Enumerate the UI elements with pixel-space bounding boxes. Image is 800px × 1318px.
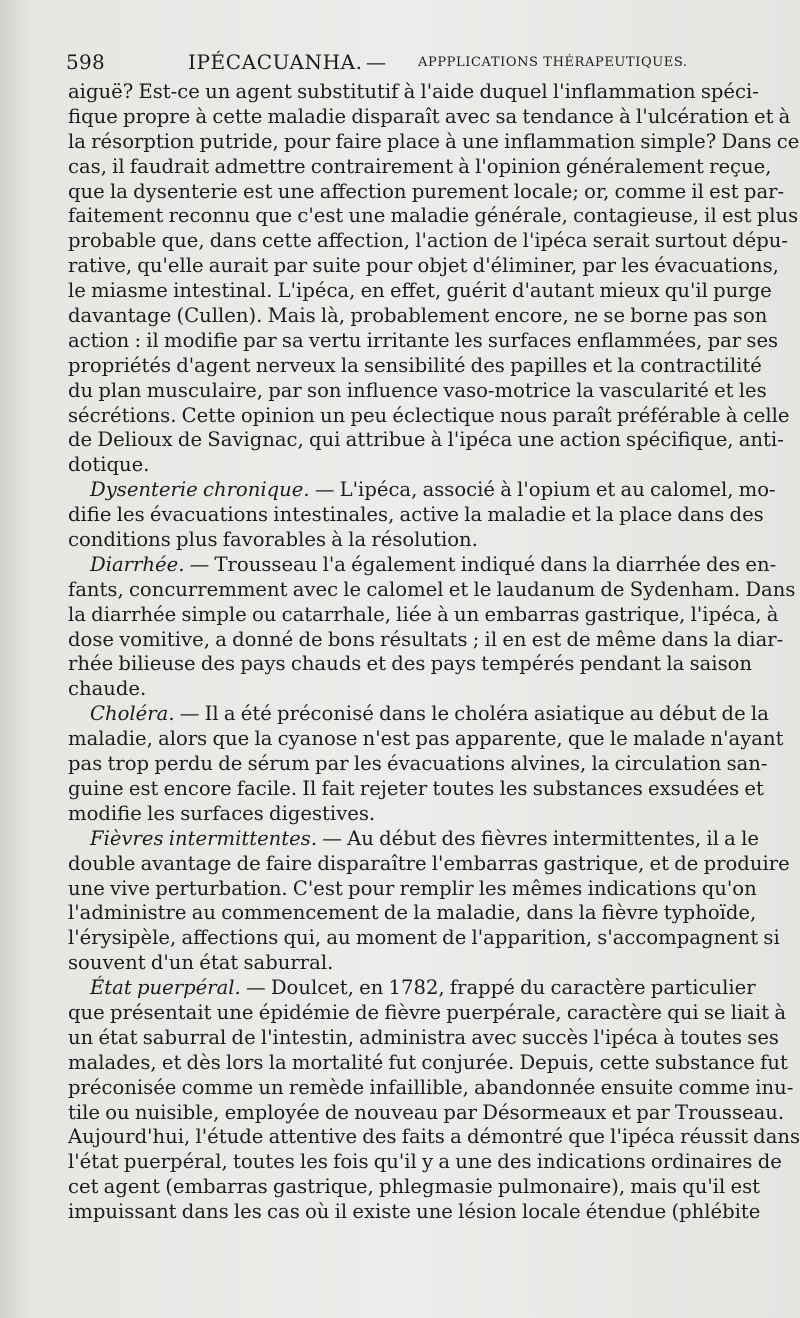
body-text [68, 80, 800, 1225]
text-line [68, 776, 764, 802]
page-number: 598 [66, 50, 106, 74]
text-line [68, 328, 779, 354]
line-text: — Il a été préconisé dans le choléra asiatique au début de la [174, 702, 769, 726]
line-text: la diarrhée simple ou catarrhale, liée à un embarras gastrique, l'ipéca, à [68, 602, 779, 626]
line-text: double avantage de faire disparaître l'embarras gastrique, et de produire [68, 851, 790, 875]
text-line [68, 901, 757, 926]
text-line [68, 1100, 785, 1126]
text-line [68, 353, 762, 379]
text-line [68, 503, 764, 528]
text-line [68, 951, 732, 976]
paragraph-heading: État puerpéral. [90, 976, 241, 1000]
line-text: malades, et dès lors la mortalité fut conjurée. Depuis, cette substance fut [68, 1050, 788, 1074]
line-text: aiguë? Est-ce un agent substitutif à l'aide duquel l'inflammation spéci- [68, 80, 759, 103]
text-line [68, 179, 785, 205]
text-line [68, 453, 732, 478]
line-text: une vive perturbation. C'est pour remplir les mêmes indications qu'on [68, 876, 757, 900]
line-text: un état saburral de l'intestin, administra avec succès l'ipéca à toutes ses [68, 1025, 779, 1049]
text-line [68, 926, 780, 951]
text-line [68, 528, 732, 553]
line-text: modifie les surfaces digestives. [68, 801, 376, 825]
text-line [68, 104, 791, 130]
line-text: cas, il faudrait admettre contrairement à l'opinion généralement reçue, [68, 154, 772, 178]
text-line [68, 229, 789, 254]
line-text: préconisée comme un remède infaillible, abandonnée ensuite comme inu- [68, 1075, 794, 1099]
line-text: conditions plus favorables à la résolution. [68, 528, 478, 552]
line-text: guine est encore facile. Il fait rejeter toutes les substances exsudées et [68, 776, 764, 800]
header-dash: — [366, 50, 387, 74]
text-line [68, 602, 779, 628]
line-text: l'administre au commencement de la maladie, dans la fièvre typhoïde, [68, 901, 757, 925]
book-title: IPÉCACUANHA. [188, 50, 363, 74]
line-text: l'état puerpéral, toutes les fois qu'il y a une des indications ordinaires de [68, 1150, 782, 1174]
line-text: cet agent (embarras gastrique, phlegmasie pulmonaire), mais qu'il est [68, 1175, 761, 1199]
line-text: — Doulcet, en 1782, frappé du caractère particulier [240, 976, 756, 1000]
text-line [68, 1175, 761, 1200]
line-text: fique propre à cette maladie disparaît avec sa tendance à l'ulcération et à [68, 104, 791, 128]
line-text: probable que, dans cette affection, l'action de l'ipéca serait surtout dépu- [68, 229, 789, 253]
line-text: difie les évacuations intestinales, active la maladie et la place dans des [68, 503, 764, 527]
text-line [68, 752, 768, 777]
line-text: sécrétions. Cette opinion un peu éclectique nous paraît préférable à celle [68, 403, 790, 427]
line-text: de Delioux de Savignac, qui attribue à l'ipéca une action spécifique, anti- [68, 428, 784, 452]
text-line [68, 304, 768, 329]
text-line [68, 1150, 782, 1175]
text-line [68, 702, 769, 727]
text-line [68, 428, 784, 453]
text-line [68, 627, 784, 653]
text-line [68, 1050, 788, 1076]
text-line [68, 279, 772, 304]
line-text: propriétés d'agent nerveux la sensibilité des papilles et la contractilité [68, 353, 762, 377]
text-line [68, 1075, 794, 1101]
paragraph-heading: Fièvres intermittentes. [90, 826, 318, 850]
line-text: fants, concurremment avec le calomel et le laudanum de Sydenham. Dans [68, 577, 796, 601]
line-text: la résorption putride, pour faire place à une inflammation simple? Dans ce [68, 129, 800, 153]
text-line [68, 677, 732, 702]
line-text: — L'ipéca, associé à l'opium et au calomel, mo- [309, 478, 776, 502]
line-text: dotique. [68, 453, 150, 477]
text-line [68, 154, 772, 180]
line-text: souvent d'un état saburral. [68, 951, 334, 975]
paragraph-heading: Choléra. [90, 702, 175, 726]
line-text: — Au début des fièvres intermittentes, il a le [317, 826, 759, 850]
paragraph-heading: Diarrhée. [90, 552, 185, 576]
text-line [68, 1125, 800, 1150]
line-text: davantage (Cullen). Mais là, probablement encore, ne se borne pas son [68, 304, 768, 328]
line-text: tile ou nuisible, employée de nouveau par Désormeaux et par Trousseau. [68, 1100, 785, 1124]
text-line [68, 552, 777, 578]
line-text: maladie, alors que la cyanose n'est pas apparente, que le malade n'ayant [68, 727, 784, 751]
text-line [68, 802, 732, 827]
line-text: que présentait une épidémie de fièvre puerpérale, caractère qui se liait à [68, 1000, 787, 1024]
text-line [68, 254, 779, 279]
text-line [68, 80, 759, 105]
line-text: — Trousseau l'a également indiqué dans la diarrhée des en- [184, 552, 777, 576]
line-text: pas trop perdu de sérum par les évacuations alvines, la circulation san- [68, 752, 768, 776]
line-text: dose vomitive, a donné de bons résultats ; il en est de même dans la diar- [68, 627, 784, 651]
line-text: rhée bilieuse des pays chauds et des pays tempérés pendant la saison [68, 652, 753, 676]
text-line [68, 727, 784, 752]
line-text: du plan musculaire, par son influence vaso-motrice la vascularité et les [68, 378, 767, 402]
running-header [66, 46, 730, 76]
line-text: impuissant dans les cas où il existe une lésion locale étendue (phlébite [68, 1200, 761, 1224]
text-line [68, 478, 776, 503]
text-line [68, 403, 790, 429]
line-text: Aujourd'hui, l'étude attentive des faits a démontré que l'ipéca réussit dans [68, 1125, 800, 1149]
line-text: faitement reconnu que c'est une maladie générale, contagieuse, il est plus [68, 204, 799, 228]
line-text: que la dysenterie est une affection purement locale; or, comme il est par- [68, 179, 785, 203]
text-line [68, 826, 759, 852]
text-line [68, 652, 753, 677]
line-text: action : il modifie par sa vertu irritante les surfaces enflammées, par ses [68, 328, 779, 352]
line-text: chaude. [68, 677, 147, 701]
section-title: APPPLICATIONS THÉRAPEUTIQUES. [418, 55, 688, 70]
text-line [68, 876, 757, 902]
line-text: le miasme intestinal. L'ipéca, en effet, guérit d'autant mieux qu'il purge [68, 279, 772, 303]
text-line [68, 577, 796, 603]
text-line [68, 1025, 779, 1051]
text-line [68, 1000, 787, 1026]
text-line [68, 976, 756, 1001]
text-line [68, 129, 800, 155]
text-line [68, 1200, 761, 1225]
text-line [68, 378, 767, 404]
text-line [68, 851, 790, 877]
text-line [68, 204, 799, 229]
line-text: l'érysipèle, affections qui, au moment de l'apparition, s'accompagnent si [68, 926, 780, 950]
paragraph-heading: Dysenterie chronique. [90, 478, 310, 502]
line-text: rative, qu'elle aurait par suite pour objet d'éliminer, par les évacuations, [68, 254, 779, 278]
